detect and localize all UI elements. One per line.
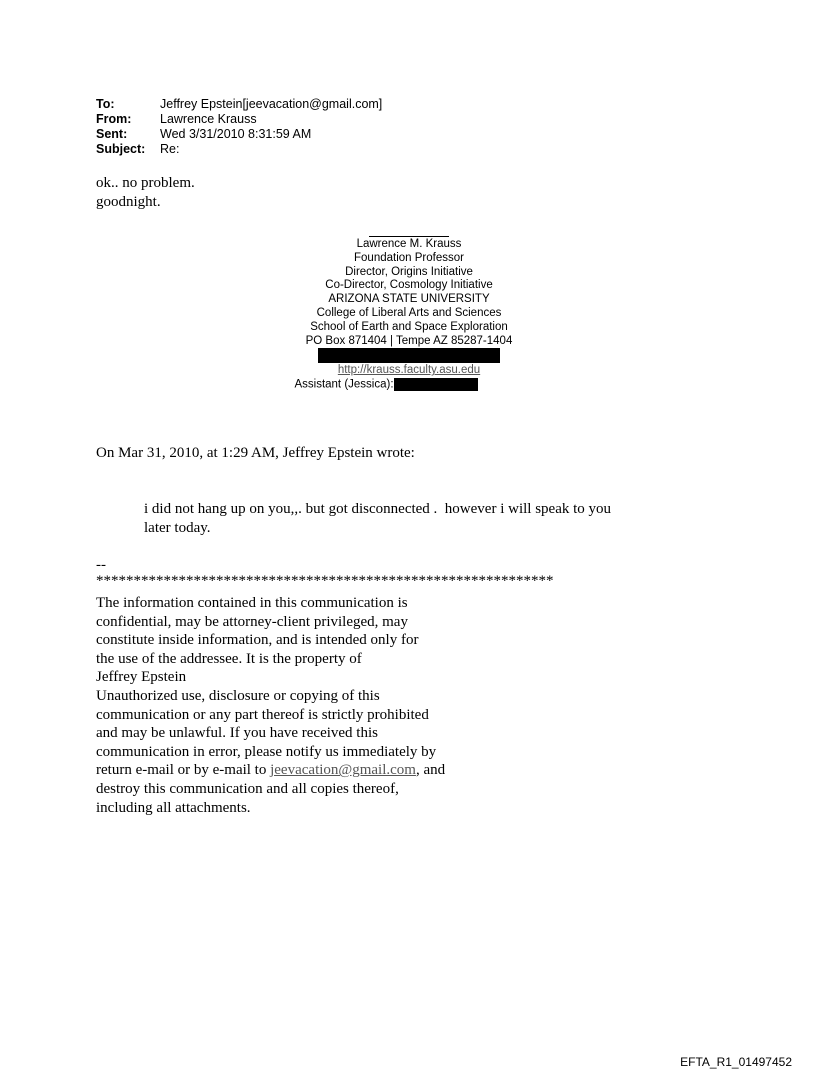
message-body: [96, 174, 195, 211]
signature-block: [280, 230, 538, 393]
disclaimer-line: communication in error, please notify us immediately by: [96, 743, 437, 760]
signature-line-2: Director, Origins Initiative: [345, 265, 473, 278]
signature-rule: [369, 236, 449, 237]
assistant-row: [234, 378, 538, 392]
to-value: Jeffrey Epstein[jeevacation@gmail.com]: [160, 97, 383, 111]
signature-line-4: ARIZONA STATE UNIVERSITY: [328, 293, 490, 306]
disclaimer-line: destroy this communication and all copies thereof,: [96, 780, 399, 797]
disclaimer-line-email: [96, 761, 445, 780]
quoted-line-1: i did not hang up on you,,. but got disconnected . however i will speak to you: [144, 501, 612, 517]
document-id: EFTA_R1_01497452: [680, 1055, 792, 1069]
quote-attribution: On Mar 31, 2010, at 1:29 AM, Jeffrey Epstein wrote:: [96, 445, 415, 461]
signature-line-6: School of Earth and Space Exploration: [310, 320, 508, 333]
to-row: [96, 97, 382, 112]
disclaimer-line: the use of the addressee. It is the property of: [96, 650, 362, 667]
signature-address: PO Box 871404 | Tempe AZ 85287-1404: [305, 334, 513, 347]
to-label: To:: [96, 97, 115, 111]
disclaimer-line: communication or any part thereof is strictly prohibited: [96, 706, 429, 723]
disclaimer-line: constitute inside information, and is intended only for: [96, 632, 419, 649]
quoted-message: [144, 500, 664, 538]
signature-line-5: College of Liberal Arts and Sciences: [316, 306, 502, 319]
quoted-line-2: later today.: [144, 520, 211, 536]
body-line-2: goodnight.: [96, 193, 161, 210]
disclaimer-line: confidential, may be attorney-client privileged, may: [96, 613, 408, 630]
disclaimer-line: including all attachments.: [96, 799, 251, 816]
signature-url-link[interactable]: http://krauss.faculty.asu.edu: [337, 364, 481, 377]
separator-stars: *************************************************************: [96, 573, 554, 589]
redaction-bar: [318, 348, 500, 363]
from-value: Lawrence Krauss: [160, 112, 257, 126]
disclaimer-email-link[interactable]: jeevacation@gmail.com: [270, 762, 416, 779]
subject-value: Re:: [160, 142, 180, 156]
disclaimer-line: and may be unlawful. If you have received this: [96, 725, 378, 742]
body-line-1: ok.. no problem.: [96, 175, 195, 191]
disclaimer-text: , and: [415, 762, 446, 779]
signature-url-row: [280, 364, 538, 378]
sent-value: Wed 3/31/2010 8:31:59 AM: [160, 127, 312, 141]
separator: [96, 557, 554, 589]
subject-label: Subject:: [96, 142, 146, 156]
sent-row: [96, 127, 382, 142]
confidentiality-disclaimer: [96, 594, 445, 817]
disclaimer-line: Jeffrey Epstein: [96, 669, 187, 686]
subject-row: [96, 142, 382, 157]
disclaimer-text: return e-mail or by e-mail to: [96, 762, 271, 779]
assistant-redaction-bar: [394, 378, 478, 391]
disclaimer-line: Unauthorized use, disclosure or copying of this: [96, 687, 380, 704]
email-header: [96, 97, 382, 157]
signature-name: Lawrence M. Krauss: [356, 238, 462, 250]
assistant-label: Assistant (Jessica):: [294, 378, 394, 391]
from-row: [96, 112, 382, 127]
signature-line-3: Co-Director, Cosmology Initiative: [325, 279, 493, 292]
sent-label: Sent:: [96, 127, 128, 141]
redaction-row: [280, 348, 538, 364]
signature-title: Foundation Professor: [354, 251, 464, 264]
disclaimer-line: The information contained in this communication is: [96, 595, 408, 611]
from-label: From:: [96, 112, 132, 126]
separator-dashes: --: [96, 557, 106, 573]
